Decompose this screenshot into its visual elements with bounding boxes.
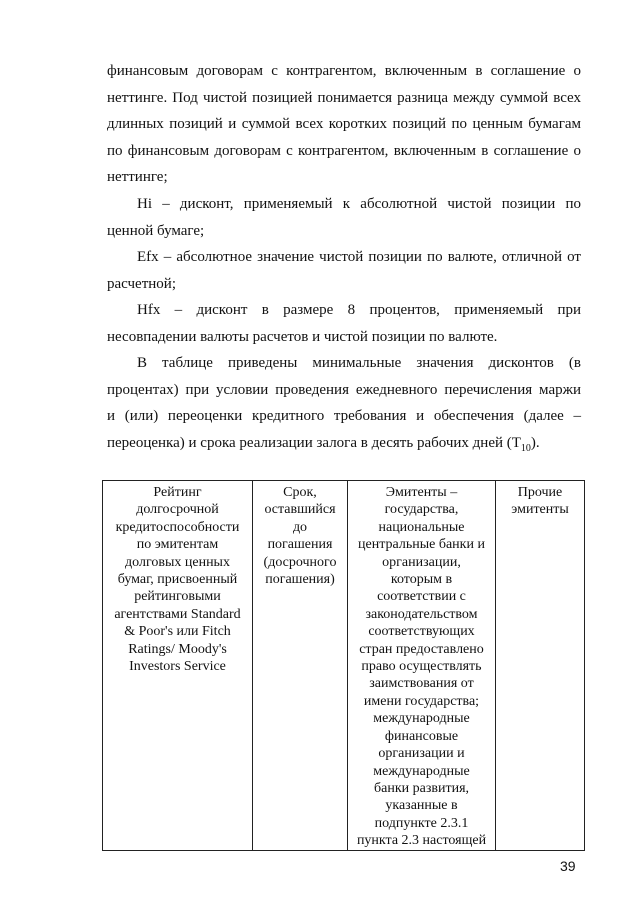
page-number: 39 xyxy=(560,858,576,874)
text-line: ценной бумаге; xyxy=(107,222,205,239)
text-line: Efx – абсолютное значение чистой позиции по валюте, отличной от xyxy=(137,249,581,265)
text-line: Hfx – дисконт в размере 8 процентов, применяемый при xyxy=(137,302,581,318)
cell-line: международные xyxy=(373,711,470,727)
cell-line: соответствии с xyxy=(377,589,466,605)
text-line: по финансовым договорам с контрагентом, включенным в соглашение о xyxy=(107,142,581,159)
cell-line: центральные банки и xyxy=(358,537,485,553)
cell-line: подпункте 2.3.1 xyxy=(374,815,469,831)
cell-line: Investors Service xyxy=(129,659,226,675)
subscript-10: 10 xyxy=(520,442,531,454)
cell-line: эмитенты xyxy=(511,502,569,518)
cell-line: долговых ценных xyxy=(125,554,230,570)
cell-line: агентствами Standard xyxy=(114,606,241,622)
cell-line: указанные в xyxy=(385,798,458,814)
header-cell-other-issuers xyxy=(496,481,585,851)
cell-line: Рейтинг xyxy=(153,485,202,500)
cell-line: по эмитентам xyxy=(136,537,219,553)
cell-line: право осуществлять xyxy=(361,659,482,675)
cell-line: Срок, xyxy=(283,485,317,500)
cell-line: международные xyxy=(373,763,470,779)
header-cell-term xyxy=(253,481,348,851)
paragraph-efx xyxy=(107,244,581,297)
paragraph-hi xyxy=(107,191,581,244)
cell-line: погашения xyxy=(267,537,333,553)
cell-line: & Poor's или Fitch xyxy=(124,624,231,640)
cell-line: организации и xyxy=(378,746,465,762)
text-line: несовпадении валюты расчетов и чистой позиции по валюте. xyxy=(107,328,498,345)
text-segment: переоценка) и срока реализации залога в десять рабочих дней (Т xyxy=(107,434,521,451)
text-line: и (или) переоценки кредитного требования и обеспечения (далее – xyxy=(107,408,581,424)
text-line: процентах) при условии проведения ежедневного перечисления маржи xyxy=(107,381,581,398)
text-line: неттинге. Под чистой позицией понимается разница между суммой всех xyxy=(107,89,581,106)
cell-line: финансовые xyxy=(384,728,459,744)
text-line: Hi – дисконт, применяемый к абсолютной чистой позиции по xyxy=(137,196,581,212)
cell-line: долгосрочной xyxy=(136,502,219,518)
cell-line: которым в xyxy=(390,572,453,588)
cell-line: Эмитенты – xyxy=(385,485,458,500)
cell-line: до xyxy=(292,519,308,535)
cell-line: кредитоспособности xyxy=(115,519,240,535)
cell-line: оставшийся xyxy=(264,502,336,518)
header-cell-rating xyxy=(103,481,253,851)
cell-line: государства, xyxy=(384,502,459,518)
paragraph-1 xyxy=(107,58,581,191)
cell-line: стран предоставлено xyxy=(359,641,484,657)
cell-line: (досрочного xyxy=(263,554,337,570)
cell-line: организации, xyxy=(382,554,461,570)
cell-line: пункта 2.3 настоящей xyxy=(356,833,487,849)
cell-line: Ratings/ Moody's xyxy=(128,641,227,657)
text-line: финансовым договорам с контрагентом, включенным в соглашение о xyxy=(107,63,581,79)
text-line: неттинге; xyxy=(107,169,168,185)
cell-line: Прочие xyxy=(517,485,563,500)
header-cell-sovereign-issuers xyxy=(348,481,496,851)
paragraph-table-intro xyxy=(107,350,581,456)
cell-line: рейтинговыми xyxy=(134,589,221,605)
paragraph-hfx xyxy=(107,297,581,350)
text-line: расчетной; xyxy=(107,275,176,292)
text-line: В таблице приведены минимальные значения дисконтов (в xyxy=(137,355,581,371)
text-line xyxy=(107,430,581,457)
cell-line: бумаг, присвоенный xyxy=(117,572,238,588)
text-line: длинных позиций и суммой всех коротких позиций по ценным бумагам xyxy=(107,116,581,132)
cell-line: банки развития, xyxy=(373,780,470,796)
cell-line: имени государства; xyxy=(363,693,480,709)
cell-line: заимствования от xyxy=(369,676,474,692)
cell-line: национальные xyxy=(378,519,465,535)
table-header-row xyxy=(103,481,585,851)
cell-line: соответствующих xyxy=(368,624,475,640)
cell-line: законодательством xyxy=(365,606,478,622)
discount-table xyxy=(102,480,585,851)
text-segment: ). xyxy=(530,434,540,451)
cell-line: погашения) xyxy=(265,572,335,588)
